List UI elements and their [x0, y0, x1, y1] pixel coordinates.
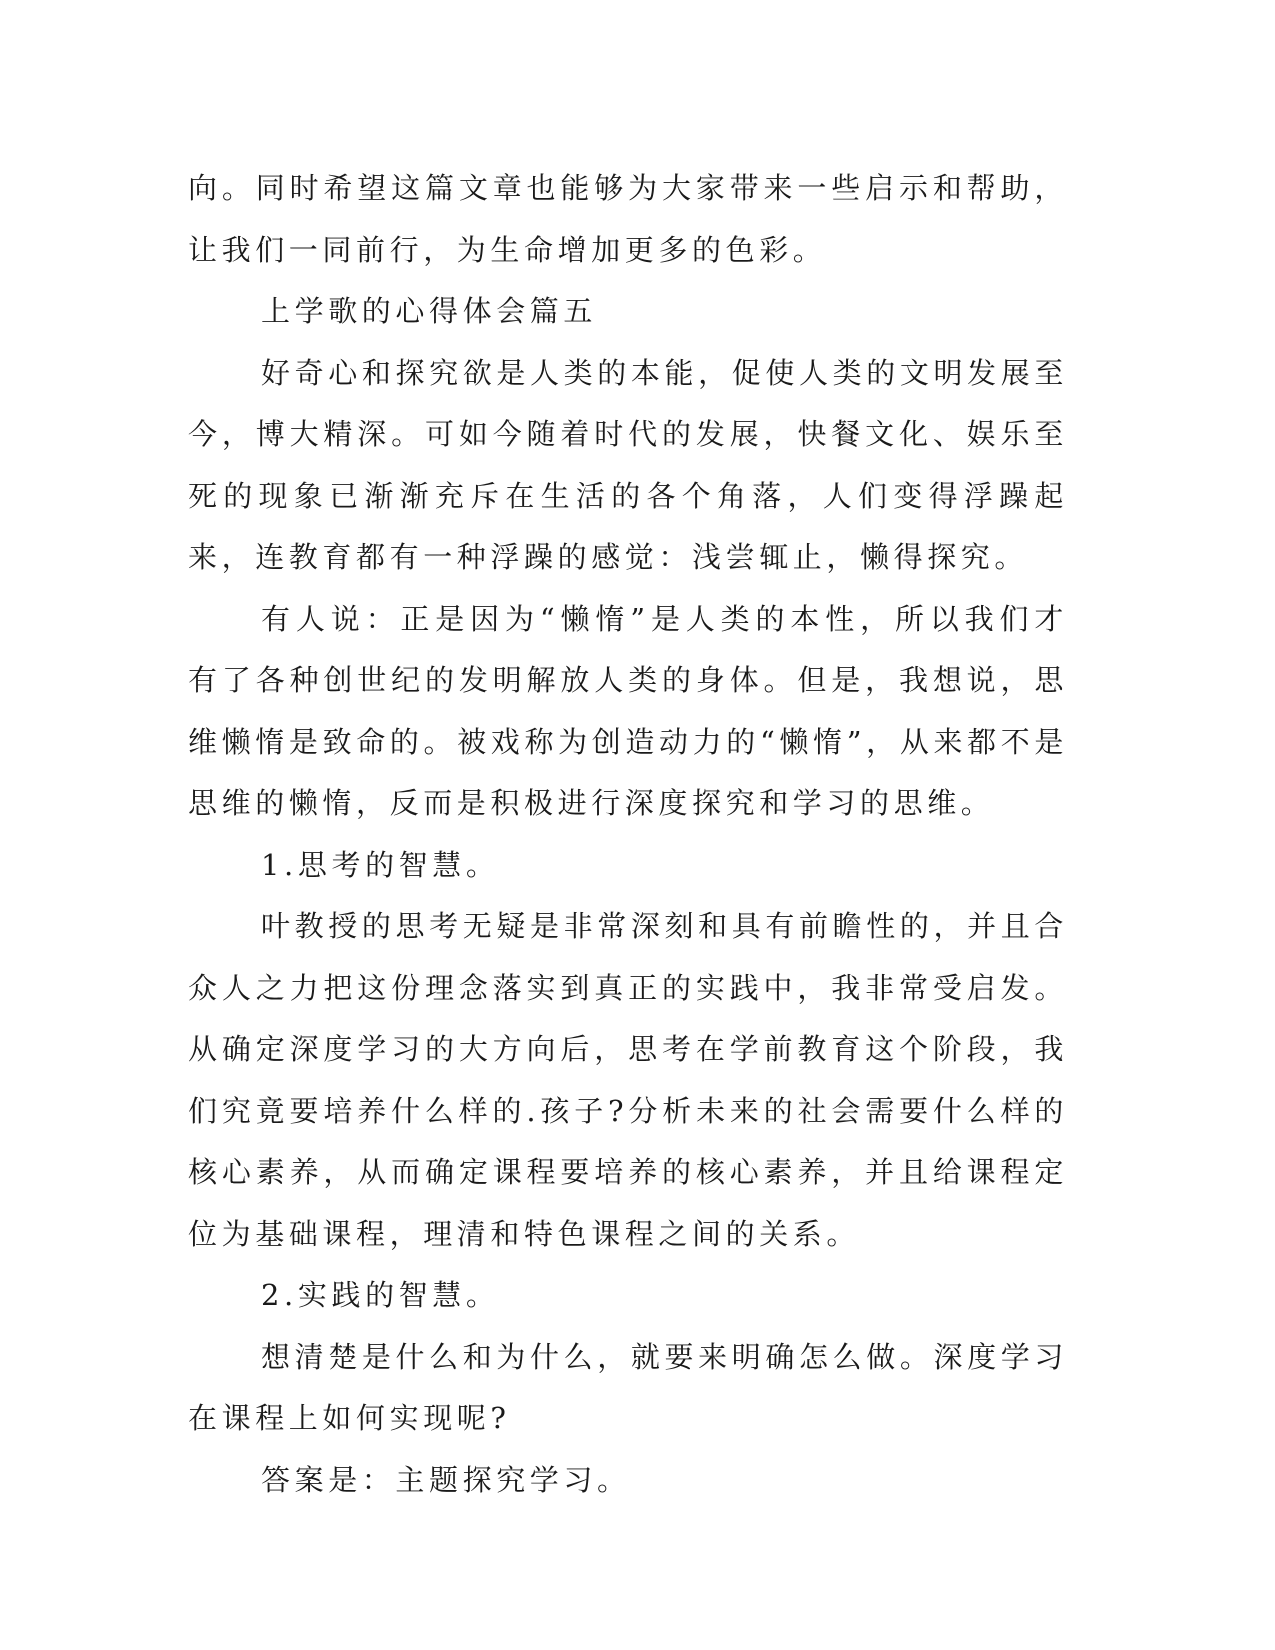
subheading-practice-wisdom: 2.实践的智慧。	[261, 1278, 500, 1312]
section-heading: 上学歌的心得体会篇五	[261, 294, 598, 328]
paragraph-answer: 答案是：主题探究学习。	[261, 1462, 631, 1497]
paragraph: 好奇心和探究欲是人类的本能，促使人类的文明发展至今，博大精深。可如今随着时代的发展，快餐文化、娱乐至死的现象已渐渐充斥在生活的各个角落，人们变得浮躁起来，连教育都有一种浮躁的感觉：浅尝辄止，懒得探究。	[188, 355, 1068, 574]
paragraph: 有人说：正是因为“懒惰”是人类的本性，所以我们才有了各种创世纪的发明解放人类的身体。但是，我想说，思维懒惰是致命的。被戏称为创造动力的“懒惰”，从来都不是思维的懒惰，反而是积极进行深度探究和学习的思维。	[188, 601, 1068, 820]
paragraph: 叶教授的思考无疑是非常深刻和具有前瞻性的，并且合众人之力把这份理念落实到真正的实践中，我非常受启发。从确定深度学习的大方向后，思考在学前教育这个阶段，我们究竟要培养什么样的.孩子?分析未来的社会需要什么样的核心素养，从而确定课程要培养的核心素养，并且给课程定位为基础课程，理清和特色课程之间的关系。	[188, 909, 1068, 1251]
paragraph-continuation: 向。同时希望这篇文章也能够为大家带来一些启示和帮助，让我们一同前行，为生命增加更多的色彩。	[188, 171, 1068, 267]
paragraph: 想清楚是什么和为什么，就要来明确怎么做。深度学习在课程上如何实现呢?	[188, 1339, 1068, 1435]
document-body	[188, 158, 1068, 1511]
subheading-thinking-wisdom: 1.思考的智慧。	[261, 847, 500, 882]
